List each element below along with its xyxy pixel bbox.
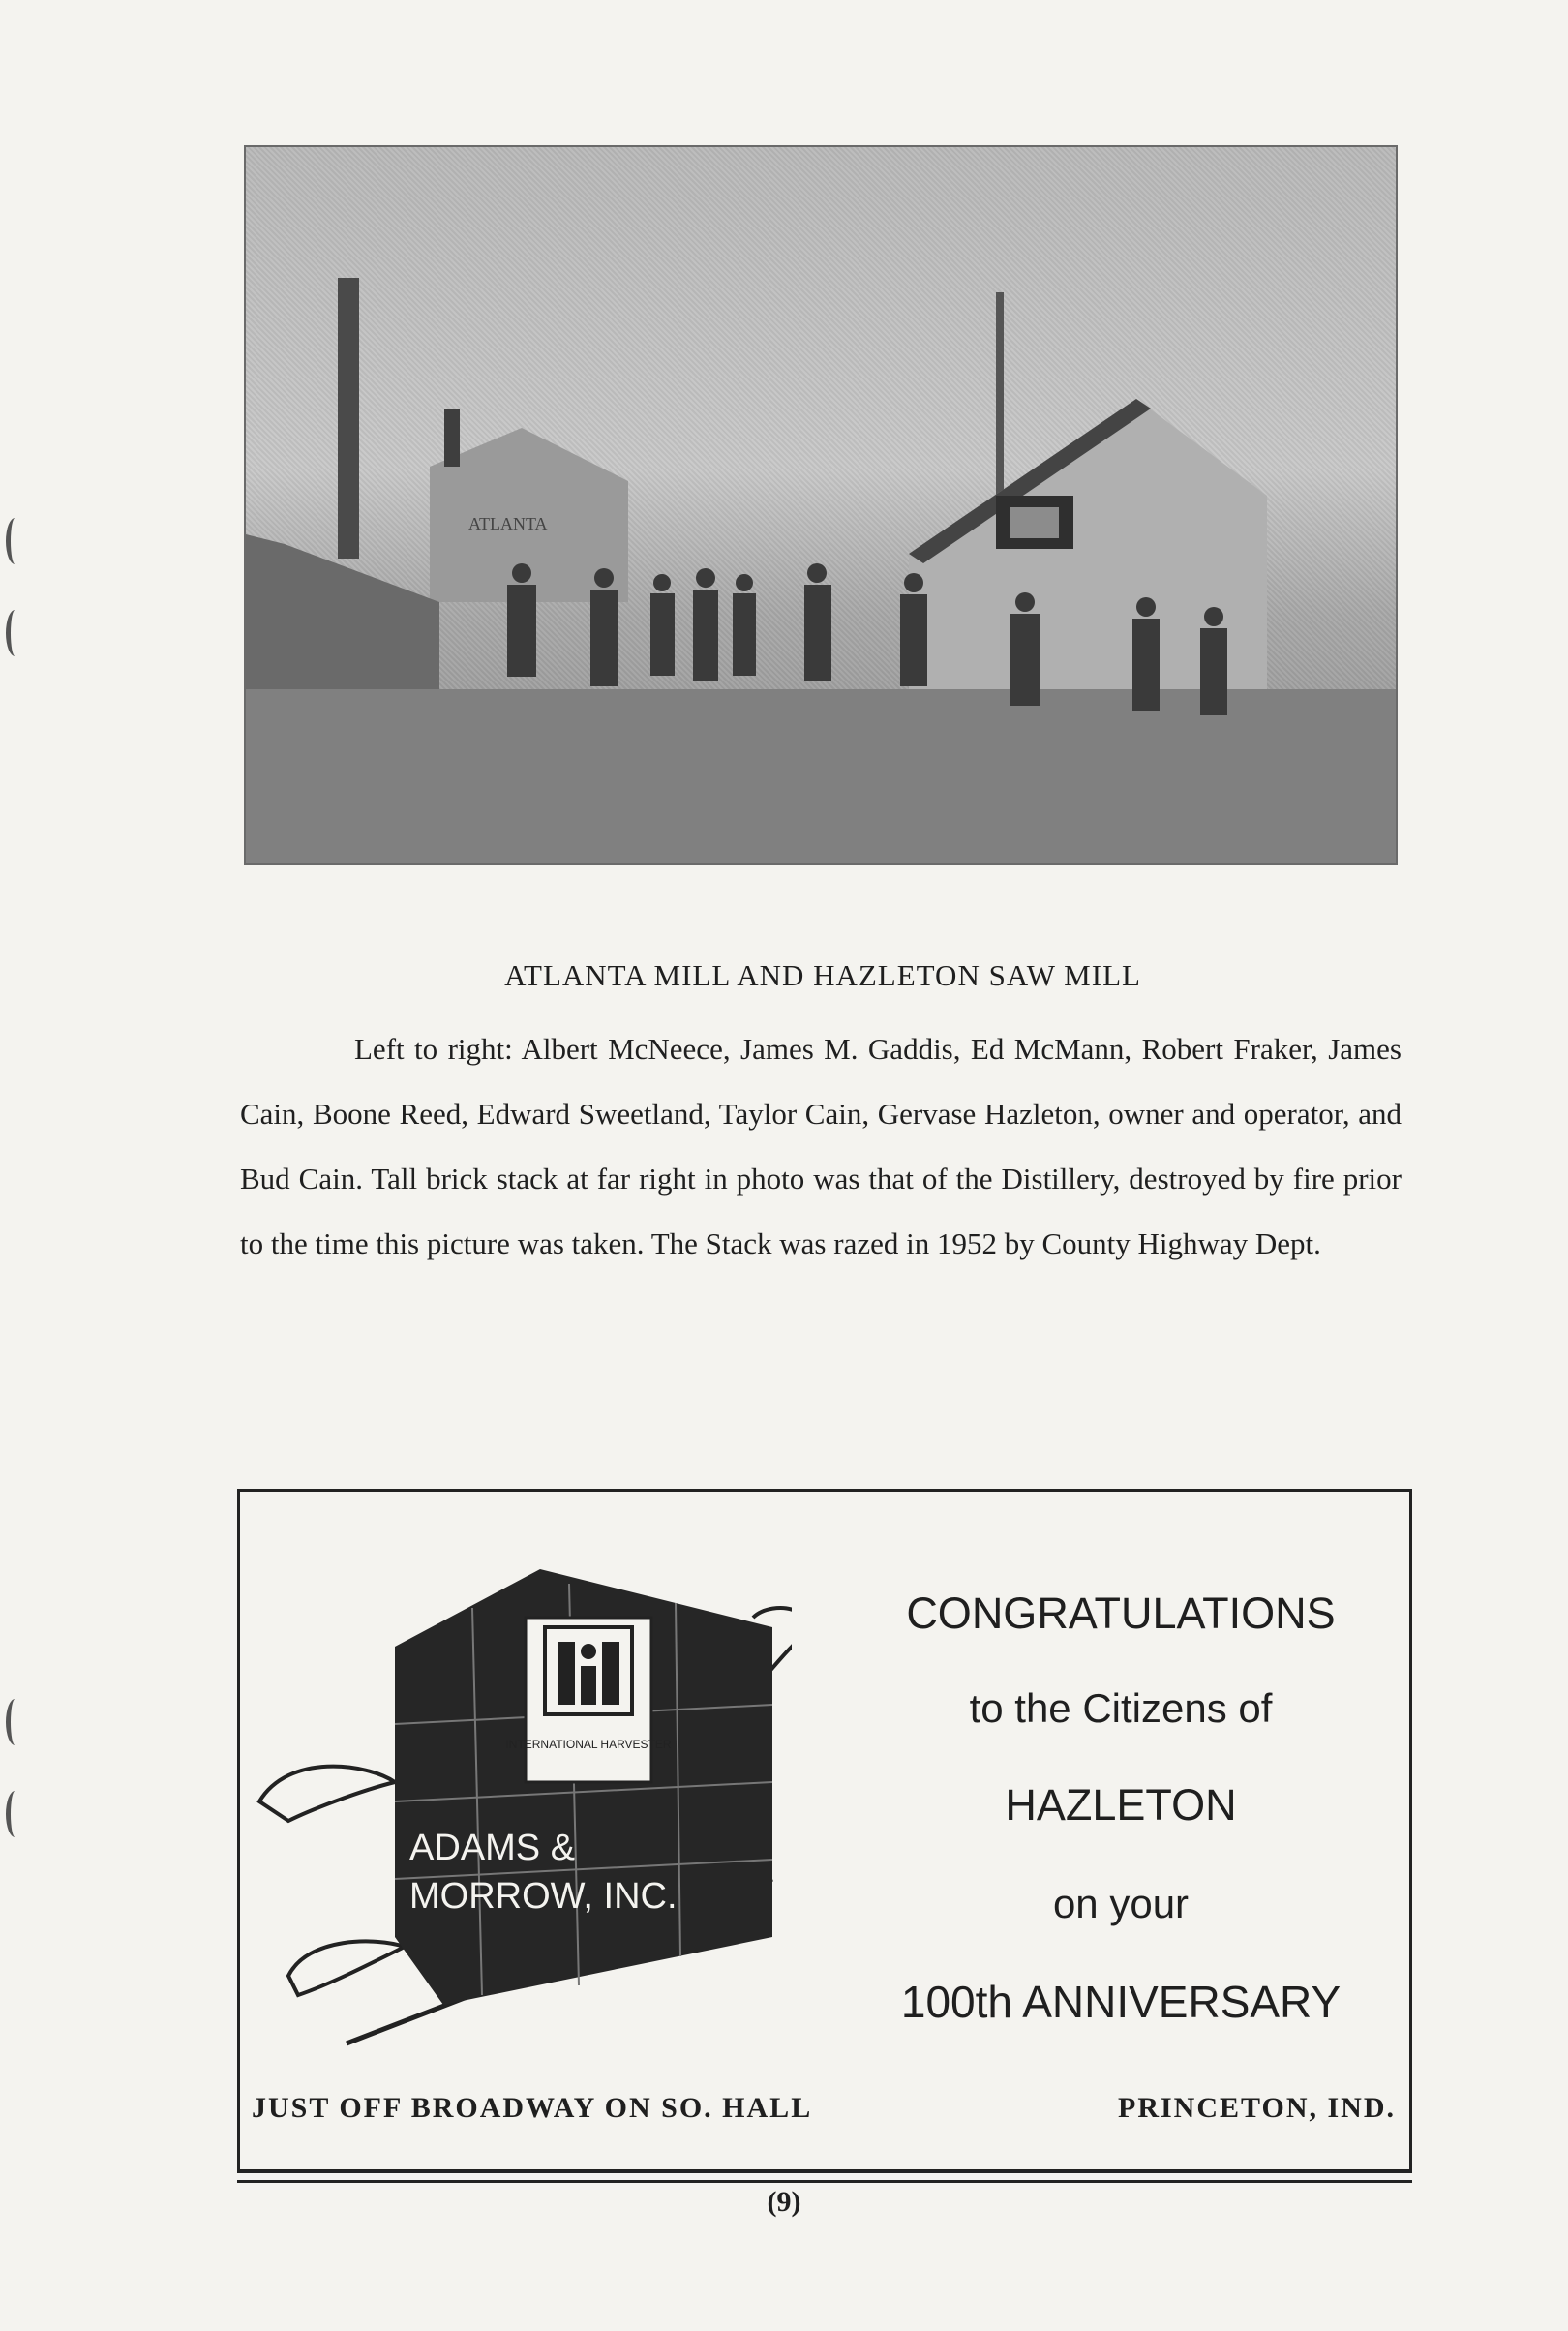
ad-line-citizens: to the Citizens of — [969, 1685, 1273, 1731]
atlanta-sign: ATLANTA — [468, 514, 548, 533]
dealership-building-illustration — [250, 1530, 792, 2073]
binding-mark-bottom-2 — [6, 1791, 24, 1837]
binding-mark-top-2 — [6, 610, 24, 656]
ad-address: JUST OFF BROADWAY ON SO. HALL — [252, 2092, 813, 2124]
building-sign-line1: ADAMS & — [409, 1828, 576, 1868]
ad-city: PRINCETON, IND. — [1118, 2092, 1396, 2124]
ih-logo-text: INTERNATIONAL HARVESTER — [505, 1738, 672, 1751]
mill-photograph — [244, 145, 1398, 865]
brick-stack — [338, 278, 359, 559]
advertisement — [237, 1489, 1412, 2173]
ad-line-congratulations: CONGRATULATIONS — [906, 1589, 1336, 1638]
building-sign-line2: MORROW, INC. — [409, 1876, 678, 1917]
photo-caption-title: ATLANTA MILL AND HAZLETON SAW MILL — [504, 958, 1141, 992]
ad-line-hazleton: HAZLETON — [1005, 1780, 1237, 1830]
binding-mark-bottom-1 — [6, 1699, 24, 1745]
page-number: (9) — [767, 2186, 801, 2218]
photo-caption-body: Left to right: Albert McNeece, James M. Gaddis, Ed McMann, Robert Fraker, James Cain, Boone Reed, Edward Sweetland, Taylor Cain, Gervase Hazleton, owner and operator, and Bud Cain. Tall brick stack at far right in photo was that of the Distillery, destroyed by fire prior to the time this picture was taken. The Stack was razed in 1952 by County Highway Dept. — [240, 1032, 1402, 1260]
ad-line-anniversary: 100th ANNIVERSARY — [900, 1977, 1342, 2027]
binding-mark-top-1 — [6, 518, 24, 564]
ad-line-on-your: on your — [1052, 1881, 1190, 1926]
